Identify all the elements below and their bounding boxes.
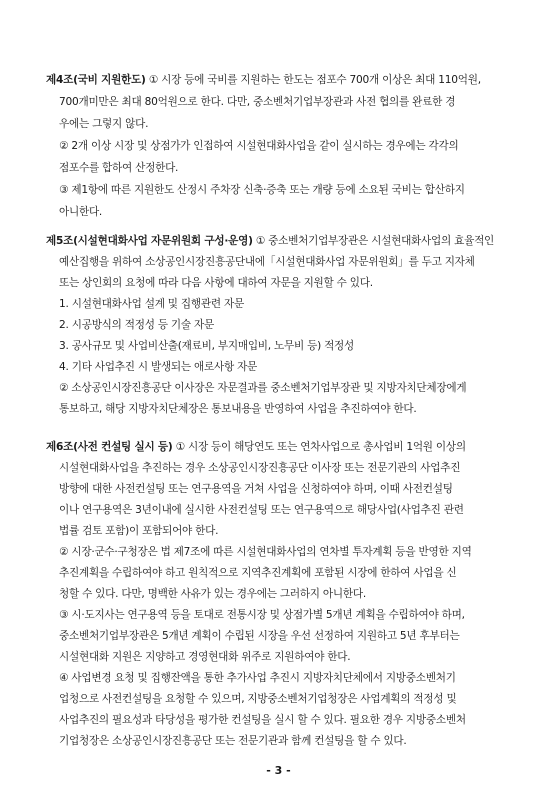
article-6-line-14: 사업추진의 필요성과 타당성을 평가한 컨설팅을 실시 할 수 있다. 필요한 경우 지방중소벤처 [59,714,466,726]
article-4-line-6: ③ 제1항에 따른 지원한도 산정시 주차장 신축·증축 또는 개량 등에 소요된 국비는 합산하지 [59,184,465,196]
article-6-line-2: 시설현대화사업을 추진하는 경우 소상공인시장진흥공단 이사장 또는 전문기관의 사업추진 [59,462,461,474]
article-5-heading: 제5조(시설현대화사업 자문위원회 구성·운영) [46,235,253,247]
article-6-line-4: 이나 연구용역은 3년이내에 실시한 사전컨설팅 또는 연구용역으로 해당사업(사업추진 관련 [59,504,464,516]
page-number: - 3 - [266,764,291,777]
article-6-line-1 [46,441,466,454]
article-6-line-8: 청할 수 있다. 다만, 명백한 사유가 있는 경우에는 그러하지 아니한다. [59,588,366,600]
article-6-line-9: ③ 시·도지사는 연구용역 등을 토대로 전통시장 및 상점가별 5개년 계획을 수립하여야 하며, [59,609,465,621]
article-6-line-15: 기업청장은 소상공인시장진흥공단 또는 전문기관과 함께 컨설팅을 할 수 있다. [59,735,407,747]
article-5-line-9: 통보하고, 해당 지방자치단체장은 통보내용을 반영하여 사업을 추진하여야 한다. [59,403,417,415]
article-6-line-10: 중소벤처기업부장관은 5개년 계획이 수립된 시장을 우선 선정하여 지원하고 5년 후부터는 [59,630,460,642]
article-6-line-6: ② 시장·군수·구청장은 법 제7조에 따른 시설현대화사업의 연차별 투자계획 등을 반영한 지역 [59,546,472,558]
article-5-item-1: 1. 시설현대화사업 설계 및 집행관련 자문 [59,298,244,310]
article-4-line-5: 점포수를 합하여 산정한다. [59,162,179,174]
article-6-line-11: 시설현대화 지원은 지양하고 경영현대화 위주로 지원하여야 한다. [59,651,351,663]
article-6-line-12: ④ 사업변경 요청 및 집행잔액을 통한 추가사업 추진시 지방자치단체에서 지방중소벤처기 [59,672,456,684]
article-4-line-7: 아니한다. [59,206,103,218]
article-6-line-5: 법률 검토 포함)이 포함되어야 한다. [59,525,219,537]
article-4-line-4: ② 2개 이상 시장 및 상점가가 인접하여 시설현대화사업을 같이 실시하는 경우에는 각각의 [59,140,459,152]
article-4-line-3: 우에는 그렇지 않다. [59,118,149,130]
article-6-line-7: 추진계획을 수립하여야 하고 원칙적으로 지역추진계획에 포함된 시장에 한하여 사업을 신 [59,567,457,579]
article-6-text: ① 시장 등이 해당연도 또는 연차사업으로 총사업비 1억원 이상의 [175,441,466,453]
article-5-item-4: 4. 기타 사업추진 시 발생되는 애로사항 자문 [59,361,258,373]
article-5-line-3: 또는 상인회의 요청에 따라 다음 사항에 대하여 자문을 지원할 수 있다. [59,277,373,289]
article-5-line-2: 예산집행을 위하여 소상공인시장진흥공단내에「시설현대화사업 자문위원회」를 두고 지자체 [59,256,475,268]
article-4-line-2: 700개미만은 최대 80억원으로 한다. 다만, 중소벤처기업부장관과 사전 협의를 완료한 경 [59,96,456,108]
article-6-line-13: 업청으로 사전컨설팅을 요청할 수 있으며, 지방중소벤처기업청장은 사업계획의 적정성 및 [59,693,457,705]
article-5-text: ① 중소벤처기업부장관은 시설현대화사업의 효율적인 [255,235,495,247]
article-6-line-3: 방향에 대한 사전컨설팅 또는 연구용역을 거쳐 사업을 신청하여야 하며, 이때 사전컨설팅 [59,483,453,495]
article-4-line-1 [46,74,481,87]
article-6-heading: 제6조(사전 컨설팅 실시 등) [46,441,173,453]
article-5-line-8: ② 소상공인시장진흥공단 이사장은 자문결과를 중소벤처기업부장관 및 지방자치단체장에게 [59,382,467,394]
article-5-item-3: 3. 공사규모 및 사업비산출(재료비, 부지매입비, 노무비 등) 적정성 [59,340,355,352]
article-5-line-1 [46,235,494,248]
article-5-item-2: 2. 시공방식의 적정성 등 기술 자문 [59,319,214,331]
article-4-heading: 제4조(국비 지원한도) [46,74,146,86]
article-4-text: ① 시장 등에 국비를 지원하는 한도는 점포수 700개 이상은 최대 110억원, [148,74,481,86]
